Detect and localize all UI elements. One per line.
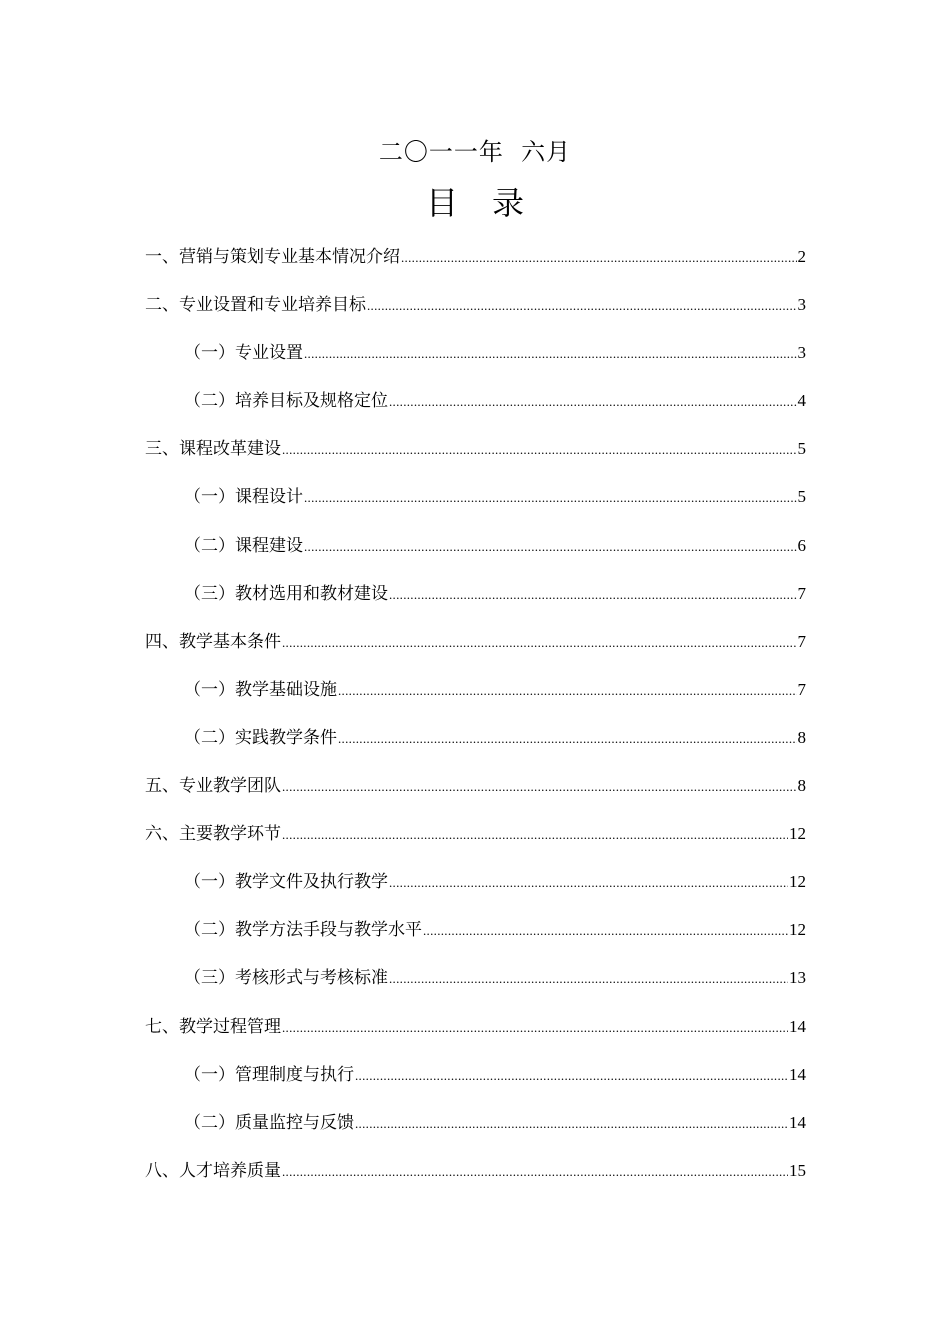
toc-entry-page: 12	[789, 872, 806, 892]
toc-entry-page: 15	[789, 1160, 806, 1180]
toc-subentry[interactable]	[145, 1061, 806, 1109]
toc-entry-page: 14	[789, 1112, 806, 1132]
toc-leader-dots	[338, 677, 797, 705]
toc-leader-dots	[423, 917, 788, 945]
toc-entry-label: （二）课程建设	[184, 535, 303, 556]
toc-entry-page: 8	[797, 727, 806, 747]
toc-entry-page: 14	[789, 1064, 806, 1084]
toc-entry-label: 三、课程改革建设	[145, 439, 281, 460]
toc-entry-page: 3	[797, 295, 806, 315]
toc-entry-label: 二、专业设置和专业培养目标	[145, 295, 366, 316]
toc-entry-page: 5	[797, 439, 806, 459]
toc-entry-page: 7	[797, 631, 806, 651]
toc-subentry[interactable]	[145, 387, 806, 435]
toc-leader-dots	[282, 773, 797, 801]
toc-subentry[interactable]	[145, 483, 806, 531]
toc-entry-label: 六、主要教学环节	[145, 824, 281, 845]
toc-entry-label: （一）教学基础设施	[184, 679, 337, 700]
toc-subentry[interactable]	[145, 339, 806, 387]
toc-leader-dots	[282, 821, 788, 849]
toc-entry-label: （二）培养目标及规格定位	[184, 391, 388, 412]
toc-entry[interactable]	[145, 1013, 806, 1061]
toc-entry-page: 12	[789, 824, 806, 844]
toc-entry-page: 14	[789, 1016, 806, 1036]
toc-entry-label: （三）教材选用和教材建设	[184, 583, 388, 604]
toc-leader-dots	[304, 340, 797, 368]
toc-entry-label: 八、人才培养质量	[145, 1160, 281, 1181]
date-line: 二〇一一年 六月	[378, 138, 572, 166]
toc-subentry[interactable]	[145, 964, 806, 1012]
toc-leader-dots	[338, 725, 797, 753]
toc-leader-dots	[389, 388, 797, 416]
toc-entry-label: （二）质量监控与反馈	[184, 1112, 354, 1133]
toc-entry-label: （二）实践教学条件	[184, 727, 337, 748]
toc-entry-label: 四、教学基本条件	[145, 631, 281, 652]
toc-leader-dots	[282, 1014, 788, 1042]
toc-leader-dots	[401, 244, 797, 272]
table-of-contents	[145, 243, 806, 1205]
toc-entry-page: 8	[797, 776, 806, 796]
toc-title: 目录	[425, 184, 558, 222]
toc-entry-label: 七、教学过程管理	[145, 1016, 281, 1037]
toc-entry-page: 6	[797, 535, 806, 555]
toc-entry[interactable]	[145, 628, 806, 676]
toc-subentry[interactable]	[145, 580, 806, 628]
toc-entry-page: 7	[797, 583, 806, 603]
toc-subentry[interactable]	[145, 724, 806, 772]
toc-entry-page: 13	[789, 968, 806, 988]
toc-entry-label: （一）教学文件及执行教学	[184, 872, 388, 893]
toc-entry-label: 一、营销与策划专业基本情况介绍	[145, 247, 400, 267]
toc-leader-dots	[389, 965, 788, 993]
toc-subentry[interactable]	[145, 1109, 806, 1157]
toc-entry[interactable]	[145, 1157, 806, 1205]
toc-entry[interactable]	[145, 435, 806, 483]
toc-leader-dots	[355, 1062, 788, 1090]
toc-leader-dots	[367, 292, 797, 320]
toc-entry-page: 5	[797, 487, 806, 507]
toc-subentry[interactable]	[145, 868, 806, 916]
toc-leader-dots	[282, 436, 797, 464]
toc-entry[interactable]	[145, 291, 806, 339]
toc-subentry[interactable]	[145, 916, 806, 964]
toc-entry-page: 12	[789, 920, 806, 940]
toc-entry-page: 4	[797, 391, 806, 411]
toc-leader-dots	[389, 869, 788, 897]
toc-entry-label: （三）考核形式与考核标准	[184, 968, 388, 989]
toc-subentry[interactable]	[145, 532, 806, 580]
toc-leader-dots	[355, 1110, 788, 1138]
toc-entry-label: 五、专业教学团队	[145, 776, 281, 797]
toc-entry-page: 2	[797, 247, 806, 266]
toc-entry-page: 7	[797, 679, 806, 699]
toc-entry-label: （一）课程设计	[184, 487, 303, 508]
toc-entry-label: （二）教学方法手段与教学水平	[184, 920, 422, 941]
toc-entry[interactable]	[145, 820, 806, 868]
toc-entry[interactable]	[145, 772, 806, 820]
toc-entry-label: （一）管理制度与执行	[184, 1064, 354, 1085]
toc-leader-dots	[304, 533, 797, 561]
toc-entry-page: 3	[797, 343, 806, 363]
toc-leader-dots	[282, 629, 797, 657]
toc-leader-dots	[304, 484, 797, 512]
toc-entry-label: （一）专业设置	[184, 343, 303, 364]
toc-entry[interactable]	[145, 243, 806, 291]
toc-leader-dots	[282, 1158, 788, 1186]
toc-leader-dots	[389, 581, 797, 609]
toc-subentry[interactable]	[145, 676, 806, 724]
